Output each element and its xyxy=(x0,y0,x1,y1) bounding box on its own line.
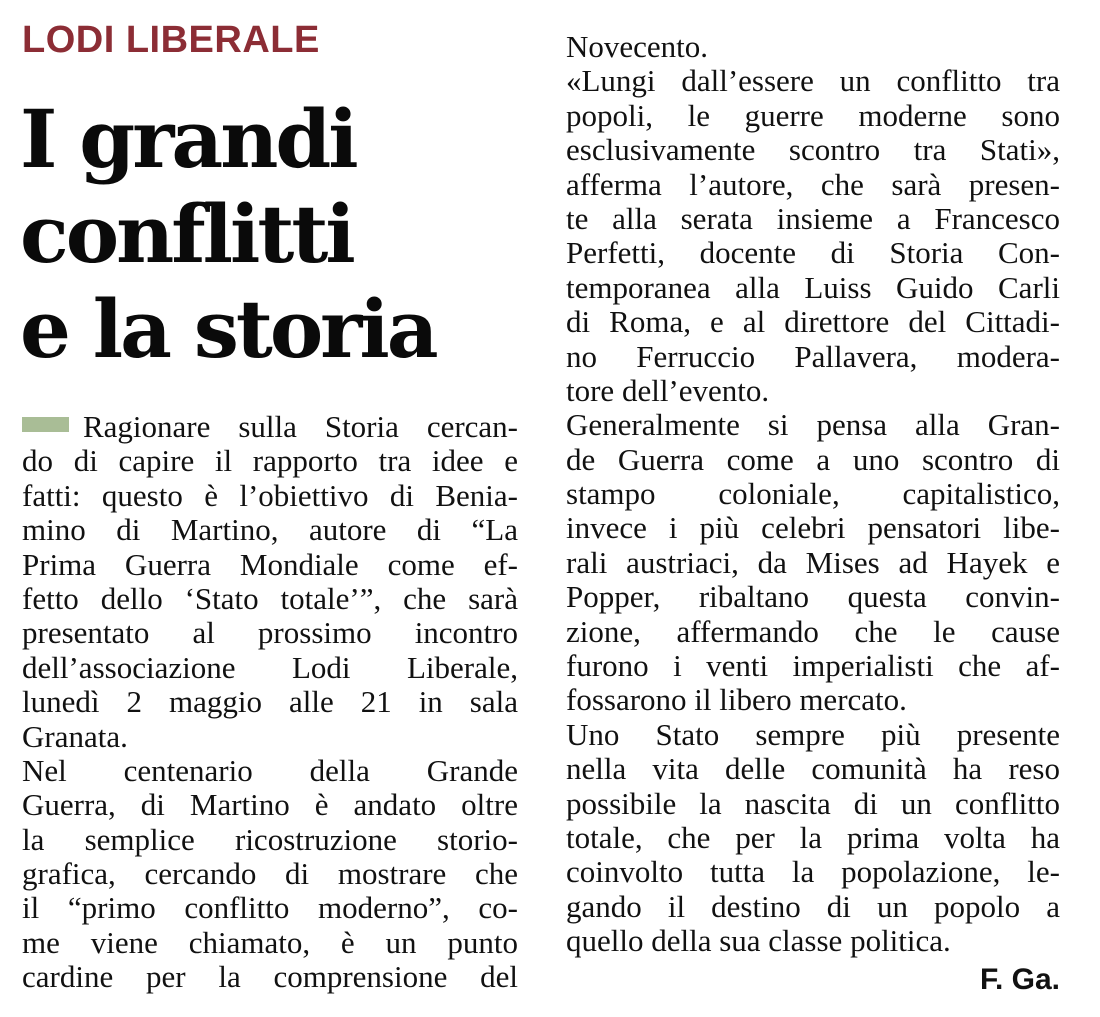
author-signature: F. Ga. xyxy=(979,963,1060,996)
text-line-content: nella vita delle comunità ha reso xyxy=(566,751,1060,787)
text-line xyxy=(22,754,518,788)
text-line xyxy=(22,444,518,478)
text-line-content: Uno Stato sempre più presente xyxy=(566,716,1060,752)
text-line-content: temporanea alla Luiss Guido Carli xyxy=(566,269,1060,305)
text-line xyxy=(22,960,518,994)
text-line-content: afferma l’autore, che sarà presen- xyxy=(566,166,1060,202)
text-line-content: presentato al prossimo incontro xyxy=(22,615,518,651)
text-line xyxy=(22,582,518,616)
text-line xyxy=(566,168,1060,202)
text-line-content: possibile la nascita di un conflitto xyxy=(566,785,1060,821)
article-column-right xyxy=(566,30,1060,959)
text-line xyxy=(566,374,1060,408)
text-line xyxy=(566,477,1060,511)
text-line-content: «Lungi dall’essere un conflitto tra xyxy=(566,63,1060,99)
text-line xyxy=(566,787,1060,821)
text-line-content: zione, affermando che le cause xyxy=(566,613,1060,649)
headline-line: conflitti xyxy=(20,187,353,281)
text-line xyxy=(566,855,1060,889)
text-line xyxy=(566,683,1060,717)
text-line xyxy=(22,857,518,891)
text-line xyxy=(566,443,1060,477)
text-line-content: te alla serata insieme a Francesco xyxy=(566,200,1060,236)
text-line-content: do di capire il rapporto tra idee e xyxy=(22,443,518,479)
text-line-content: gando il destino di un popolo a xyxy=(566,888,1060,924)
text-line xyxy=(566,236,1060,270)
text-line xyxy=(566,408,1060,442)
text-line-content: no Ferruccio Pallavera, modera- xyxy=(566,338,1060,374)
text-line-content: Nel centenario della Grande xyxy=(22,752,518,788)
text-line xyxy=(22,823,518,857)
text-line-content: mino di Martino, autore di “La xyxy=(22,512,518,548)
text-line xyxy=(22,548,518,582)
text-line xyxy=(22,616,518,650)
text-line-content: popoli, le guerre moderne sono xyxy=(566,97,1060,133)
text-line-content: Guerra, di Martino è andato oltre xyxy=(22,787,518,823)
text-line xyxy=(566,546,1060,580)
text-line xyxy=(566,649,1060,683)
text-line xyxy=(566,580,1060,614)
text-line-content: Generalmente si pensa alla Gran- xyxy=(566,407,1060,443)
text-line-content: esclusivamente scontro tra Stati», xyxy=(566,132,1060,168)
text-line-content: dell’associazione Lodi Liberale, xyxy=(22,649,518,685)
text-line xyxy=(566,202,1060,236)
section-kicker: LODI LIBERALE xyxy=(22,19,320,61)
text-line-content: lunedì 2 maggio alle 21 in sala xyxy=(22,684,518,720)
text-line-content: Granata. xyxy=(22,718,128,754)
text-line xyxy=(22,651,518,685)
text-line xyxy=(566,718,1060,752)
text-line-content: Ragionare sulla Storia cercan- xyxy=(83,409,518,444)
text-line-content: me viene chiamato, è un punto xyxy=(22,924,518,960)
text-line-content: totale, che per la prima volta ha xyxy=(566,819,1060,855)
text-line xyxy=(22,720,518,754)
text-line-content: Popper, ribaltano questa convin- xyxy=(566,579,1060,615)
text-line-content: il “primo conflitto moderno”, co- xyxy=(22,890,518,926)
text-line xyxy=(566,924,1060,958)
text-line-content: rali austriaci, da Mises ad Hayek e xyxy=(566,544,1060,580)
text-line-content: fossarono il libero mercato. xyxy=(566,682,907,718)
text-line xyxy=(566,99,1060,133)
text-line xyxy=(22,788,518,822)
text-line xyxy=(566,511,1060,545)
text-line xyxy=(22,926,518,960)
text-line xyxy=(566,615,1060,649)
text-line xyxy=(22,513,518,547)
text-line xyxy=(566,752,1060,786)
text-line-content: coinvolto tutta la popolazione, le- xyxy=(566,854,1060,890)
headline-line: e la storia xyxy=(20,282,436,376)
text-line-content: cardine per la comprensione del xyxy=(22,959,518,995)
text-line-content: Novecento. xyxy=(566,29,709,64)
text-line xyxy=(566,30,1060,64)
text-line-content: di Roma, e al direttore del Cittadi- xyxy=(566,304,1060,340)
text-line-content: furono i venti imperialisti che af- xyxy=(566,648,1060,684)
text-line-content: fetto dello ‘Stato totale’”, che sarà xyxy=(22,580,518,616)
text-line xyxy=(22,410,518,444)
text-line-content: fatti: questo è l’obiettivo di Benia- xyxy=(22,477,518,513)
article-headline xyxy=(20,92,540,377)
text-line-content: grafica, cercando di mostrare che xyxy=(22,856,518,892)
text-line xyxy=(566,890,1060,924)
text-line-content: invece i più celebri pensatori libe- xyxy=(566,510,1060,546)
text-line xyxy=(566,305,1060,339)
text-line-content: de Guerra come a uno scontro di xyxy=(566,441,1060,477)
text-line-content: la semplice ricostruzione storio- xyxy=(22,821,518,857)
text-line-content: Perfetti, docente di Storia Con- xyxy=(566,235,1060,271)
text-line-content: quello della sua classe politica. xyxy=(566,923,951,959)
headline-line: I grandi xyxy=(20,92,356,186)
text-line xyxy=(22,685,518,719)
article-column-left xyxy=(22,410,518,995)
paragraph-marker xyxy=(22,417,69,432)
text-line xyxy=(566,821,1060,855)
text-line-content: stampo coloniale, capitalistico, xyxy=(566,476,1060,512)
text-line xyxy=(22,479,518,513)
text-line-content: tore dell’evento. xyxy=(566,372,770,408)
text-line xyxy=(566,340,1060,374)
text-line xyxy=(566,271,1060,305)
text-line xyxy=(566,64,1060,98)
text-line xyxy=(566,133,1060,167)
text-line xyxy=(22,891,518,925)
text-line-content: Prima Guerra Mondiale come ef- xyxy=(22,546,518,582)
